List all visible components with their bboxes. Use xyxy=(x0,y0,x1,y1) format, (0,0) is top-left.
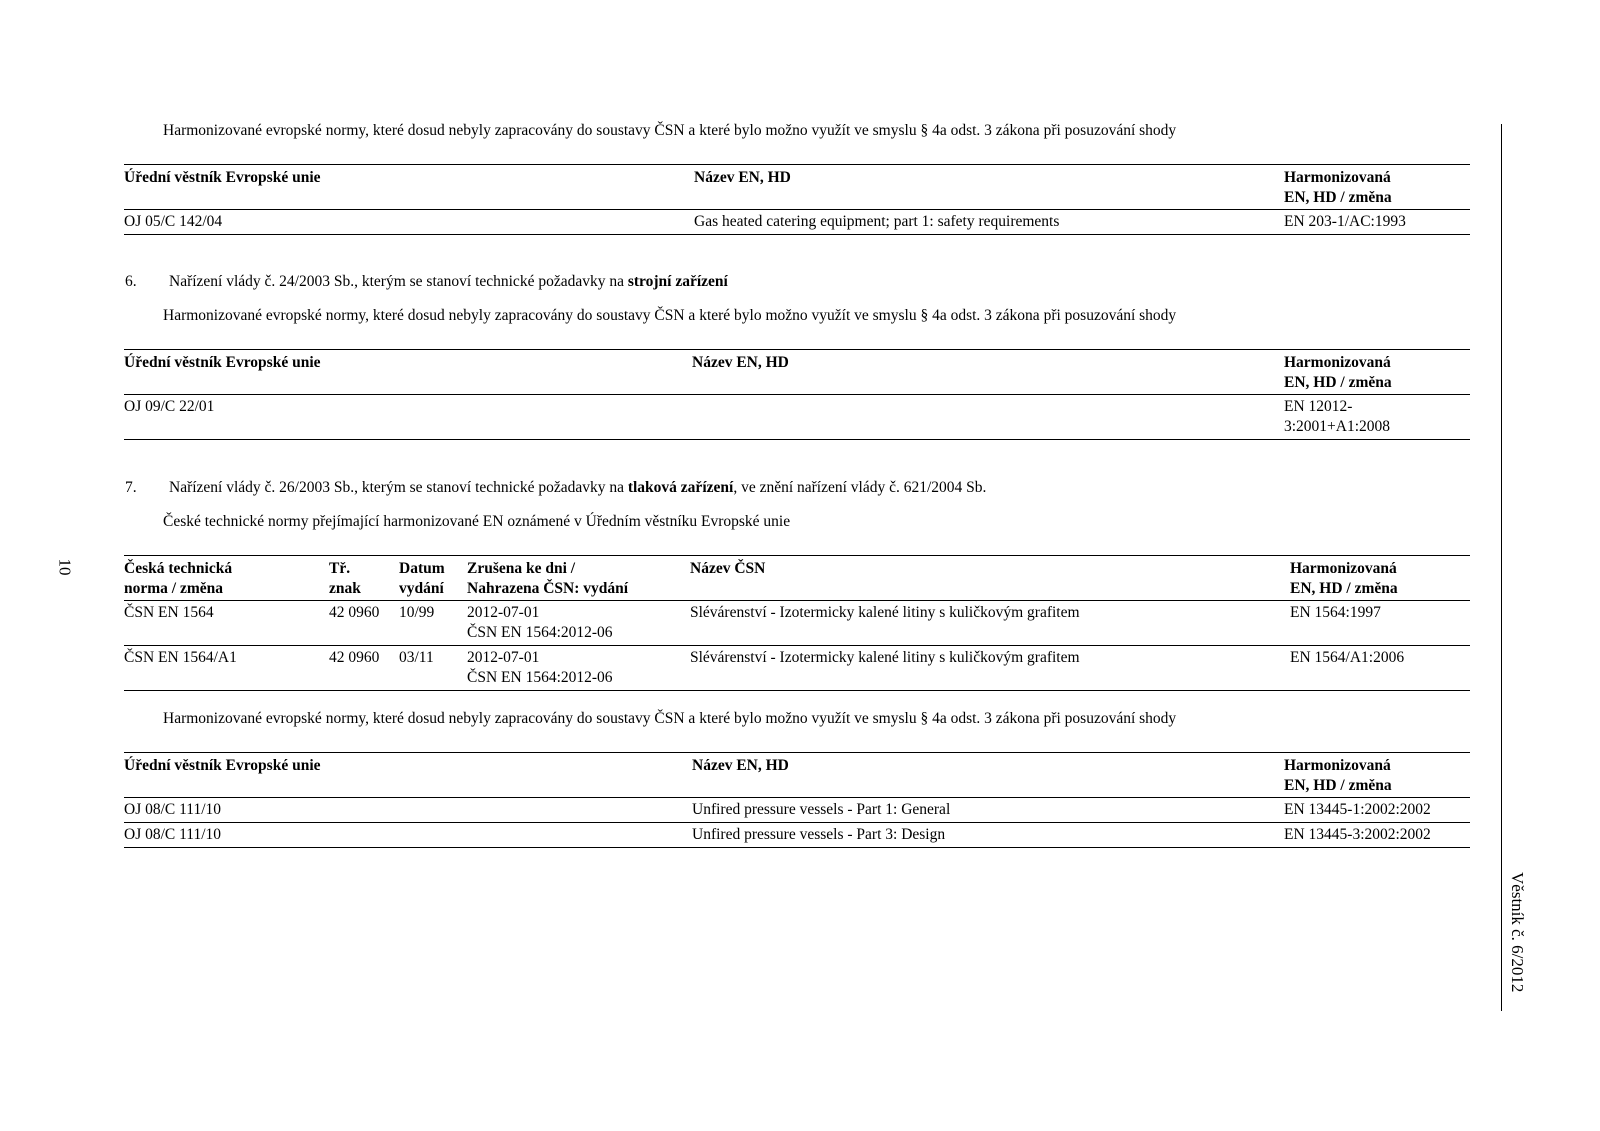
harmonized-intro-2: Harmonizované evropské normy, které dosud nebyly zapracovány do soustavy ČSN a které bylo možno využít ve smyslu § 4a odst. 3 zákona při posuzování shody xyxy=(163,307,1177,324)
section-text: Nařízení vlády č. 26/2003 Sb., kterým se stanoví technické požadavky na xyxy=(169,479,628,496)
cell-oj: OJ 08/C 111/10 xyxy=(124,826,222,843)
table-row xyxy=(124,798,1470,823)
cell-nazev: Slévárenství - Izotermicky kalené litiny s kuličkovým grafitem xyxy=(690,649,1080,666)
header-oj: Úřední věstník Evropské unie xyxy=(124,757,321,774)
cell-en: EN 203-1/AC:1993 xyxy=(1284,213,1406,230)
cell-zrusena: 2012-07-01 ČSN EN 1564:2012-06 xyxy=(467,649,613,686)
cell-oj: OJ 05/C 142/04 xyxy=(124,213,223,230)
oj-table-1 xyxy=(124,164,1470,235)
cell-znak: 42 0960 xyxy=(329,649,380,666)
cell-en: EN 1564/A1:2006 xyxy=(1290,649,1405,666)
page-number: 10 xyxy=(55,558,75,576)
header-name: Název EN, HD xyxy=(692,757,789,774)
section-text-tail: , ve znění nařízení vlády č. 621/2004 Sb. xyxy=(733,479,987,496)
cell-en: EN 12012- 3:2001+A1:2008 xyxy=(1284,398,1391,435)
table-header-row xyxy=(124,556,1470,601)
cell-name: Unfired pressure vessels - Part 1: General xyxy=(692,801,951,818)
header-harmonized: Harmonizovaná EN, HD / změna xyxy=(1284,354,1392,391)
header-zrusena: Zrušena ke dni / Nahrazena ČSN: vydání xyxy=(467,560,629,597)
cell-en: EN 13445-3:2002:2002 xyxy=(1284,826,1431,843)
cell-datum: 03/11 xyxy=(399,649,434,666)
table-row xyxy=(124,823,1470,848)
side-divider xyxy=(1501,124,1502,1011)
harmonized-intro-3: Harmonizované evropské normy, které dosud nebyly zapracovány do soustavy ČSN a které bylo možno využít ve smyslu § 4a odst. 3 zákona při posuzování shody xyxy=(163,710,1177,727)
cell-znak: 42 0960 xyxy=(329,604,380,621)
table-header-row xyxy=(124,350,1470,395)
cell-en: EN 1564:1997 xyxy=(1290,604,1381,621)
cell-norma: ČSN EN 1564/A1 xyxy=(124,649,237,666)
cell-oj: OJ 08/C 111/10 xyxy=(124,801,222,818)
section-number: 7. xyxy=(125,479,137,496)
header-name: Název EN, HD xyxy=(692,354,789,371)
header-nazev: Název ČSN xyxy=(690,560,766,577)
header-oj: Úřední věstník Evropské unie xyxy=(124,169,321,186)
table-row xyxy=(124,646,1470,691)
header-znak: Tř. znak xyxy=(329,560,361,597)
cell-oj: OJ 09/C 22/01 xyxy=(124,398,215,415)
section-subject: strojní zařízení xyxy=(627,273,728,290)
oj-table-2 xyxy=(124,349,1470,440)
header-harmonized: Harmonizovaná EN, HD / změna xyxy=(1284,169,1392,206)
cell-datum: 10/99 xyxy=(399,604,435,621)
section-text: Nařízení vlády č. 24/2003 Sb., kterým se stanoví technické požadavky na xyxy=(169,273,628,290)
section-subject: tlaková zařízení xyxy=(627,479,734,496)
table-row xyxy=(124,601,1470,646)
header-norma: Česká technická norma / změna xyxy=(124,560,233,597)
table-header-row xyxy=(124,753,1470,798)
table-header-row xyxy=(124,165,1470,210)
header-harmonized: Harmonizovaná EN, HD / změna xyxy=(1284,757,1392,794)
csn-table xyxy=(124,555,1470,691)
header-oj: Úřední věstník Evropské unie xyxy=(124,354,321,371)
header-harmonized: Harmonizovaná EN, HD / změna xyxy=(1290,560,1398,597)
cell-name: Unfired pressure vessels - Part 3: Design xyxy=(692,826,946,843)
table-row xyxy=(124,395,1470,440)
cell-name xyxy=(692,395,1284,440)
cell-norma: ČSN EN 1564 xyxy=(124,604,214,621)
cell-name: Gas heated catering equipment; part 1: safety requirements xyxy=(694,213,1060,230)
section-6-heading xyxy=(125,272,728,292)
header-datum: Datum vydání xyxy=(399,560,445,597)
section-7-heading xyxy=(125,478,986,498)
header-name: Název EN, HD xyxy=(694,169,791,186)
cell-en: EN 13445-1:2002:2002 xyxy=(1284,801,1431,818)
cell-zrusena: 2012-07-01 ČSN EN 1564:2012-06 xyxy=(467,604,613,641)
harmonized-intro-1: Harmonizované evropské normy, které dosud nebyly zapracovány do soustavy ČSN a které bylo možno využít ve smyslu § 4a odst. 3 zákona při posuzování shody xyxy=(163,122,1177,139)
cell-nazev: Slévárenství - Izotermicky kalené litiny s kuličkovým grafitem xyxy=(690,604,1080,621)
bulletin-label: Věstník č. 6/2012 xyxy=(1508,872,1527,993)
table-row xyxy=(124,210,1470,235)
section-number: 6. xyxy=(125,273,137,290)
oj-table-3 xyxy=(124,752,1470,848)
csn-intro: České technické normy přejímající harmonizované EN oznámené v Úředním věstníku Evropské unie xyxy=(163,513,791,530)
